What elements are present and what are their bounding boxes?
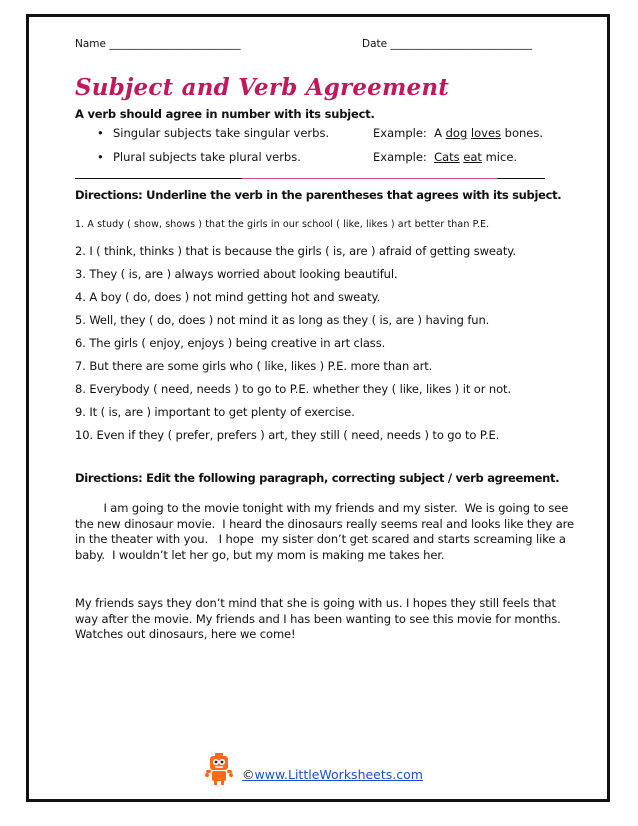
rule-singular: [97, 126, 329, 140]
rule-plural: [97, 150, 301, 164]
worksheet-subtitle: A verb should agree in number with its subject.: [75, 107, 375, 121]
sentence-item: 2. I ( think, thinks ) that is because the girls ( is, are ) afraid of getting sweaty.: [75, 244, 516, 258]
footer: [200, 752, 460, 788]
sentence-item: 7. But there are some girls who ( like, likes ) P.E. more than art.: [75, 359, 433, 373]
example-verb: loves: [470, 126, 502, 140]
sentence-item: 1. A study ( show, shows ) that the girls in our school ( like, likes ) art better than P.E.: [75, 219, 490, 230]
date-field-label: Date ___________________________: [362, 38, 533, 50]
name-field-label: Name _________________________: [75, 38, 241, 50]
edit-paragraph-1: I am going to the movie tonight with my friends and my sister. We is going to see the new dinosaur movie. I heard the dinosaurs really seems real and looks like they are in the theater with you. I hope my sister don’t get scared and starts screaming like a baby. I wouldn’t let her go, but my mom is making me takes her.: [75, 501, 578, 562]
separator-middle: [242, 178, 497, 179]
copyright-symbol: ©: [242, 767, 255, 782]
sentence-item: 3. They ( is, are ) always worried about looking beautiful.: [75, 267, 398, 281]
example-subject: dog: [445, 126, 468, 140]
directions-underline: Directions: Underline the verb in the parentheses that agrees with its subject.: [75, 188, 562, 202]
bullet-icon: •: [97, 126, 104, 140]
example-plural: [373, 150, 517, 164]
sentence-item: 9. It ( is, are ) important to get plenty of exercise.: [75, 405, 355, 419]
edit-paragraph-2: My friends says they don’t mind that she is going with us. I hopes they still feels that way after the movie. My friends and I has been wanting to see this movie for months. Watches out dinosaurs, here we come!: [75, 596, 561, 641]
sentence-item: 5. Well, they ( do, does ) not mind it as long as they ( is, are ) having fun.: [75, 313, 490, 327]
worksheet-title: Subject and Verb Agreement: [75, 74, 450, 101]
sentence-item: 8. Everybody ( need, needs ) to go to P.E. whether they ( like, likes ) it or not.: [75, 382, 511, 396]
sentence-item: 10. Even if they ( prefer, prefers ) art, they still ( need, needs ) to go to P.E.: [75, 428, 500, 442]
orange-robot-mascot-icon: [204, 752, 234, 786]
website-link-text[interactable]: www.LittleWorksheets.com: [254, 767, 423, 782]
sentence-item: 6. The girls ( enjoy, enjoys ) being creative in art class.: [75, 336, 386, 350]
example-prefix: Example: A: [373, 126, 446, 140]
sentence-item: 4. A boy ( do, does ) not mind getting hot and sweaty.: [75, 290, 381, 304]
example-suffix: mice.: [481, 150, 518, 164]
separator-right: [497, 178, 545, 179]
example-singular: [373, 126, 543, 140]
directions-edit: Directions: Edit the following paragraph, correcting subject / verb agreement.: [75, 471, 560, 485]
website-link[interactable]: [242, 767, 423, 782]
example-subject: Cats: [434, 150, 460, 164]
separator-left: [75, 178, 242, 179]
bullet-icon: •: [97, 150, 104, 164]
rule-text: Plural subjects take plural verbs.: [113, 150, 301, 164]
example-verb: eat: [463, 150, 482, 164]
example-prefix: Example:: [373, 150, 435, 164]
rule-text: Singular subjects take singular verbs.: [113, 126, 330, 140]
example-suffix: bones.: [501, 126, 544, 140]
